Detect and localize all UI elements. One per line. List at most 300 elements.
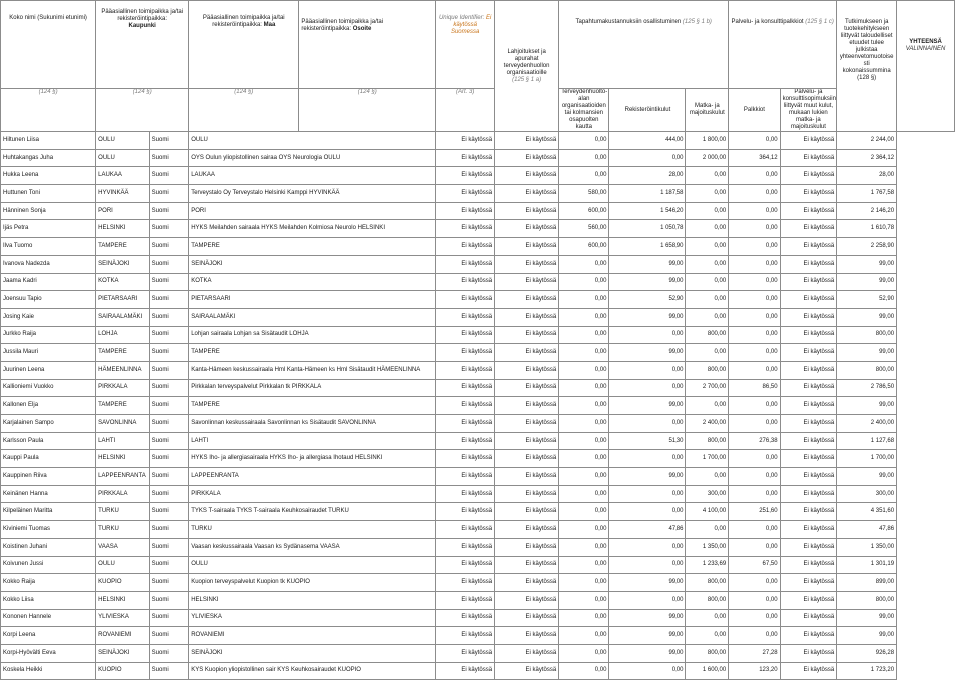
cell-rek: 99,00 xyxy=(609,468,686,486)
cell-maa: Suomi xyxy=(149,238,189,256)
cell-sponsor: 0,00 xyxy=(559,379,609,397)
cell-sponsor: 0,00 xyxy=(559,644,609,662)
cell-muut: Ei käytössä xyxy=(780,255,837,273)
cell-palk: 0,00 xyxy=(729,167,780,185)
cell-yht: 4 351,60 xyxy=(837,503,897,521)
cell-matka: 800,00 xyxy=(686,591,729,609)
cell-sponsor: 0,00 xyxy=(559,556,609,574)
cell-osoite: TYKS T-sairaala TYKS T-sairaala Keuhkosairaudet TURKU xyxy=(189,503,436,521)
cell-nimi: Kallioniemi Vuokko xyxy=(1,379,96,397)
cell-rek: 0,00 xyxy=(609,149,686,167)
cell-yht: 28,00 xyxy=(837,167,897,185)
cell-kaupunki: HYVINKÄÄ xyxy=(96,185,149,203)
cell-maa: Suomi xyxy=(149,627,189,645)
cell-sponsor: 0,00 xyxy=(559,662,609,680)
table-row xyxy=(1,344,955,362)
header-lahjoitukset: Lahjoitukset ja apurahat terveydenhuollon organisaatioille (125 § 1 a) xyxy=(495,1,559,132)
table-row xyxy=(1,574,955,592)
cell-rek: 99,00 xyxy=(609,644,686,662)
cell-matka: 4 100,00 xyxy=(686,503,729,521)
cell-osoite: TAMPERE xyxy=(189,344,436,362)
subheader-matka: Matka- ja majoituskulut xyxy=(686,89,729,132)
header-yhteensa: YHTEENSÄ VALINNAINEN xyxy=(897,1,955,132)
cell-osoite: Lohjan sairaala Lohjan sa Sisätaudit LOHJA xyxy=(189,326,436,344)
cell-sponsor: 580,00 xyxy=(559,185,609,203)
cell-yht: 2 146,20 xyxy=(837,202,897,220)
cell-muut: Ei käytössä xyxy=(780,344,837,362)
cell-kaupunki: TURKU xyxy=(96,521,149,539)
cell-muut: Ei käytössä xyxy=(780,556,837,574)
cell-maa: Suomi xyxy=(149,202,189,220)
cell-nimi: Jurkko Raija xyxy=(1,326,96,344)
table-row xyxy=(1,521,955,539)
cell-matka: 800,00 xyxy=(686,361,729,379)
cell-nimi: Keinänen Hanna xyxy=(1,485,96,503)
cell-nimi: Kallonen Elja xyxy=(1,397,96,415)
cell-osoite: Kanta-Hämeen keskussairaala Hml Kanta-Hämeen ks Hml Sisätaudit HÄMEENLINNA xyxy=(189,361,436,379)
cell-kaupunki: HELSINKI xyxy=(96,220,149,238)
cell-uid: Ei käytössä xyxy=(436,591,495,609)
header-palvelu: Palvelu- ja konsulttipalkkiot (125 § 1 c) xyxy=(729,1,837,89)
cell-matka: 0,00 xyxy=(686,468,729,486)
header-ref-osoite: (124 §) xyxy=(299,89,436,132)
cell-maa: Suomi xyxy=(149,220,189,238)
cell-lahj: Ei käytössä xyxy=(495,574,559,592)
cell-osoite: SAIRAALAMÄKI xyxy=(189,308,436,326)
cell-maa: Suomi xyxy=(149,450,189,468)
cell-osoite: HYKS Iho- ja allergiasairaala HYKS Iho- ja allergiasa Ihotaud HELSINKI xyxy=(189,450,436,468)
cell-palk: 0,00 xyxy=(729,591,780,609)
cell-uid: Ei käytössä xyxy=(436,432,495,450)
cell-uid: Ei käytössä xyxy=(436,521,495,539)
cell-palk: 0,00 xyxy=(729,273,780,291)
cell-muut: Ei käytössä xyxy=(780,273,837,291)
cell-uid: Ei käytössä xyxy=(436,627,495,645)
cell-kaupunki: PIRKKALA xyxy=(96,485,149,503)
cell-matka: 800,00 xyxy=(686,432,729,450)
cell-muut: Ei käytössä xyxy=(780,326,837,344)
cell-maa: Suomi xyxy=(149,149,189,167)
cell-rek: 0,00 xyxy=(609,538,686,556)
cell-kaupunki: LAUKAA xyxy=(96,167,149,185)
cell-lahj: Ei käytössä xyxy=(495,627,559,645)
cell-sponsor: 0,00 xyxy=(559,485,609,503)
cell-uid: Ei käytössä xyxy=(436,238,495,256)
table-row xyxy=(1,609,955,627)
cell-kaupunki: LAHTI xyxy=(96,432,149,450)
cell-yht: 99,00 xyxy=(837,344,897,362)
cell-maa: Suomi xyxy=(149,485,189,503)
cell-muut: Ei käytössä xyxy=(780,238,837,256)
cell-rek: 47,86 xyxy=(609,521,686,539)
cell-rek: 0,00 xyxy=(609,556,686,574)
cell-nimi: Karlsson Paula xyxy=(1,432,96,450)
cell-yht: 1 127,68 xyxy=(837,432,897,450)
cell-nimi: Kauppinen Riiva xyxy=(1,468,96,486)
cell-palk: 0,00 xyxy=(729,361,780,379)
cell-rek: 1 658,90 xyxy=(609,238,686,256)
cell-uid: Ei käytössä xyxy=(436,185,495,203)
cell-palk: 86,50 xyxy=(729,379,780,397)
cell-sponsor: 0,00 xyxy=(559,415,609,433)
table-row xyxy=(1,255,955,273)
cell-palk: 0,00 xyxy=(729,308,780,326)
cell-lahj: Ei käytössä xyxy=(495,238,559,256)
table-row xyxy=(1,361,955,379)
cell-maa: Suomi xyxy=(149,662,189,680)
table-row xyxy=(1,432,955,450)
cell-uid: Ei käytössä xyxy=(436,468,495,486)
table-row xyxy=(1,503,955,521)
cell-sponsor: 0,00 xyxy=(559,132,609,150)
cell-yht: 800,00 xyxy=(837,591,897,609)
table-row xyxy=(1,273,955,291)
cell-osoite: KOTKA xyxy=(189,273,436,291)
cell-lahj: Ei käytössä xyxy=(495,609,559,627)
cell-yht: 2 400,00 xyxy=(837,415,897,433)
cell-osoite: PIRKKALA xyxy=(189,485,436,503)
cell-palk: 0,00 xyxy=(729,185,780,203)
cell-lahj: Ei käytössä xyxy=(495,361,559,379)
cell-osoite: SEINÄJOKI xyxy=(189,255,436,273)
cell-matka: 0,00 xyxy=(686,255,729,273)
cell-muut: Ei käytössä xyxy=(780,379,837,397)
cell-rek: 99,00 xyxy=(609,627,686,645)
cell-matka: 2 400,00 xyxy=(686,415,729,433)
cell-muut: Ei käytössä xyxy=(780,132,837,150)
cell-maa: Suomi xyxy=(149,538,189,556)
cell-lahj: Ei käytössä xyxy=(495,132,559,150)
cell-yht: 99,00 xyxy=(837,627,897,645)
cell-sponsor: 0,00 xyxy=(559,574,609,592)
table-body xyxy=(1,132,955,680)
cell-uid: Ei käytössä xyxy=(436,538,495,556)
cell-rek: 52,90 xyxy=(609,291,686,309)
cell-lahj: Ei käytössä xyxy=(495,485,559,503)
cell-uid: Ei käytössä xyxy=(436,291,495,309)
cell-nimi: Huhtakangas Juha xyxy=(1,149,96,167)
cell-nimi: Kononen Hannele xyxy=(1,609,96,627)
cell-lahj: Ei käytössä xyxy=(495,450,559,468)
cell-yht: 99,00 xyxy=(837,397,897,415)
cell-palk: 123,20 xyxy=(729,662,780,680)
cell-lahj: Ei käytössä xyxy=(495,273,559,291)
cell-uid: Ei käytössä xyxy=(436,220,495,238)
cell-kaupunki: SEINÄJOKI xyxy=(96,255,149,273)
cell-kaupunki: SAVONLINNA xyxy=(96,415,149,433)
cell-uid: Ei käytössä xyxy=(436,574,495,592)
cell-rek: 0,00 xyxy=(609,415,686,433)
cell-palk: 0,00 xyxy=(729,609,780,627)
cell-nimi: Juurinen Leena xyxy=(1,361,96,379)
cell-yht: 1 301,19 xyxy=(837,556,897,574)
cell-nimi: Jussila Mauri xyxy=(1,344,96,362)
cell-nimi: Joensuu Tapio xyxy=(1,291,96,309)
cell-lahj: Ei käytössä xyxy=(495,521,559,539)
cell-rek: 1 187,58 xyxy=(609,185,686,203)
cell-palk: 0,00 xyxy=(729,238,780,256)
cell-yht: 2 244,00 xyxy=(837,132,897,150)
cell-uid: Ei käytössä xyxy=(436,644,495,662)
cell-osoite: Terveystalo Oy Terveystalo Helsinki Kamppi HYVINKÄÄ xyxy=(189,185,436,203)
cell-palk: 0,00 xyxy=(729,291,780,309)
cell-maa: Suomi xyxy=(149,255,189,273)
cell-osoite: HELSINKI xyxy=(189,591,436,609)
cell-palk: 0,00 xyxy=(729,344,780,362)
cell-yht: 2 258,90 xyxy=(837,238,897,256)
cell-sponsor: 0,00 xyxy=(559,149,609,167)
cell-yht: 899,00 xyxy=(837,574,897,592)
cell-rek: 1 546,20 xyxy=(609,202,686,220)
header-koko-nimi: Koko nimi (Sukunimi etunimi) xyxy=(1,1,96,89)
cell-kaupunki: KOTKA xyxy=(96,273,149,291)
cell-nimi: Ilva Tuomo xyxy=(1,238,96,256)
cell-maa: Suomi xyxy=(149,591,189,609)
cell-rek: 444,00 xyxy=(609,132,686,150)
header-ref-uid: (Art. 3) xyxy=(436,89,495,132)
cell-matka: 1 800,00 xyxy=(686,132,729,150)
cell-kaupunki: ROVANIEMI xyxy=(96,627,149,645)
cell-maa: Suomi xyxy=(149,167,189,185)
cell-kaupunki: LAPPEENRANTA xyxy=(96,468,149,486)
cell-maa: Suomi xyxy=(149,344,189,362)
cell-palk: 0,00 xyxy=(729,521,780,539)
cell-kaupunki: SEINÄJOKI xyxy=(96,644,149,662)
cell-rek: 99,00 xyxy=(609,308,686,326)
table-row xyxy=(1,132,955,150)
header-tapahtuma: Tapahtumakustannuksiin osallistuminen (125 § 1 b) xyxy=(559,1,729,89)
cell-sponsor: 600,00 xyxy=(559,238,609,256)
cell-lahj: Ei käytössä xyxy=(495,149,559,167)
cell-yht: 1 700,00 xyxy=(837,450,897,468)
cell-nimi: Hukka Leena xyxy=(1,167,96,185)
cell-muut: Ei käytössä xyxy=(780,538,837,556)
cell-muut: Ei käytössä xyxy=(780,450,837,468)
cell-matka: 300,00 xyxy=(686,485,729,503)
cell-kaupunki: OULU xyxy=(96,132,149,150)
cell-nimi: Korpi Leena xyxy=(1,627,96,645)
cell-muut: Ei käytössä xyxy=(780,185,837,203)
cell-lahj: Ei käytössä xyxy=(495,503,559,521)
cell-kaupunki: TAMPERE xyxy=(96,238,149,256)
cell-uid: Ei käytössä xyxy=(436,361,495,379)
cell-osoite: HYKS Meilahden sairaala HYKS Meilahden Kolmiosa Neurolo HELSINKI xyxy=(189,220,436,238)
cell-lahj: Ei käytössä xyxy=(495,538,559,556)
subheader-konsult: Palvelu- ja konsulttisopimuksiin liittyvät muut kulut, mukaan lukien matka- ja majoituskulut xyxy=(780,89,837,132)
cell-lahj: Ei käytössä xyxy=(495,326,559,344)
cell-muut: Ei käytössä xyxy=(780,361,837,379)
cell-matka: 1 350,00 xyxy=(686,538,729,556)
table-row xyxy=(1,238,955,256)
cell-maa: Suomi xyxy=(149,468,189,486)
cell-osoite: YLIVIESKA xyxy=(189,609,436,627)
cell-rek: 99,00 xyxy=(609,397,686,415)
cell-yht: 99,00 xyxy=(837,308,897,326)
cell-yht: 2 786,50 xyxy=(837,379,897,397)
cell-palk: 0,00 xyxy=(729,627,780,645)
table-row xyxy=(1,379,955,397)
cell-uid: Ei käytössä xyxy=(436,397,495,415)
cell-maa: Suomi xyxy=(149,521,189,539)
cell-matka: 0,00 xyxy=(686,167,729,185)
header-tutkimus: Tutkimukseen ja tuotekehitykseen liittyvät taloudelliset etuudet tulee julkistaa yhteenvetomuotoise sti kokonaissummina (128 §) xyxy=(837,1,897,132)
cell-lahj: Ei käytössä xyxy=(495,220,559,238)
cell-lahj: Ei käytössä xyxy=(495,662,559,680)
cell-sponsor: 0,00 xyxy=(559,521,609,539)
cell-uid: Ei käytössä xyxy=(436,132,495,150)
cell-lahj: Ei käytössä xyxy=(495,379,559,397)
cell-rek: 51,30 xyxy=(609,432,686,450)
cell-matka: 0,00 xyxy=(686,627,729,645)
cell-yht: 1 350,00 xyxy=(837,538,897,556)
cell-uid: Ei käytössä xyxy=(436,326,495,344)
cell-maa: Suomi xyxy=(149,432,189,450)
cell-maa: Suomi xyxy=(149,574,189,592)
cell-palk: 0,00 xyxy=(729,538,780,556)
table-row xyxy=(1,662,955,680)
cell-osoite: KYS Kuopion yliopistollinen sair KYS Keuhkosairaudet KUOPIO xyxy=(189,662,436,680)
header-ref-kaupunki: (124 §) xyxy=(96,89,189,132)
cell-palk: 0,00 xyxy=(729,132,780,150)
cell-nimi: Koivunen Jussi xyxy=(1,556,96,574)
cell-uid: Ei käytössä xyxy=(436,556,495,574)
cell-muut: Ei käytössä xyxy=(780,149,837,167)
cell-nimi: Karjalainen Sampo xyxy=(1,415,96,433)
cell-kaupunki: TURKU xyxy=(96,503,149,521)
cell-osoite: SEINÄJOKI xyxy=(189,644,436,662)
subheader-rekister: Rekisteröintikulut xyxy=(609,89,686,132)
cell-osoite: TAMPERE xyxy=(189,238,436,256)
cell-matka: 2 700,00 xyxy=(686,379,729,397)
cell-sponsor: 0,00 xyxy=(559,167,609,185)
cell-sponsor: 0,00 xyxy=(559,450,609,468)
cell-sponsor: 0,00 xyxy=(559,273,609,291)
cell-rek: 99,00 xyxy=(609,273,686,291)
cell-muut: Ei käytössä xyxy=(780,468,837,486)
cell-rek: 0,00 xyxy=(609,379,686,397)
cell-muut: Ei käytössä xyxy=(780,503,837,521)
cell-matka: 0,00 xyxy=(686,609,729,627)
table-row xyxy=(1,220,955,238)
cell-muut: Ei käytössä xyxy=(780,574,837,592)
cell-palk: 0,00 xyxy=(729,468,780,486)
cell-lahj: Ei käytössä xyxy=(495,591,559,609)
cell-lahj: Ei käytössä xyxy=(495,202,559,220)
cell-nimi: Koistinen Juhani xyxy=(1,538,96,556)
cell-yht: 800,00 xyxy=(837,326,897,344)
table-row xyxy=(1,308,955,326)
cell-sponsor: 0,00 xyxy=(559,627,609,645)
cell-yht: 800,00 xyxy=(837,361,897,379)
cell-muut: Ei käytössä xyxy=(780,291,837,309)
cell-sponsor: 560,00 xyxy=(559,220,609,238)
cell-osoite: Savonlinnan keskussairaala Savonlinnan ks Sisätaudit SAVONLINNA xyxy=(189,415,436,433)
cell-rek: 1 050,78 xyxy=(609,220,686,238)
cell-palk: 0,00 xyxy=(729,326,780,344)
cell-lahj: Ei käytössä xyxy=(495,432,559,450)
table-row xyxy=(1,450,955,468)
cell-nimi: Kokko Liisa xyxy=(1,591,96,609)
cell-yht: 99,00 xyxy=(837,255,897,273)
cell-nimi: Korpi-Hyövälti Eeva xyxy=(1,644,96,662)
cell-matka: 2 000,00 xyxy=(686,149,729,167)
cell-uid: Ei käytössä xyxy=(436,609,495,627)
cell-maa: Suomi xyxy=(149,132,189,150)
cell-muut: Ei käytössä xyxy=(780,609,837,627)
cell-uid: Ei käytössä xyxy=(436,167,495,185)
cell-sponsor: 0,00 xyxy=(559,609,609,627)
cell-kaupunki: KUOPIO xyxy=(96,574,149,592)
table-row xyxy=(1,397,955,415)
cell-kaupunki: TAMPERE xyxy=(96,344,149,362)
cell-maa: Suomi xyxy=(149,609,189,627)
cell-nimi: Hiltunen Liisa xyxy=(1,132,96,150)
cell-matka: 800,00 xyxy=(686,574,729,592)
cell-muut: Ei käytössä xyxy=(780,627,837,645)
cell-uid: Ei käytössä xyxy=(436,450,495,468)
cell-matka: 800,00 xyxy=(686,644,729,662)
cell-muut: Ei käytössä xyxy=(780,202,837,220)
cell-lahj: Ei käytössä xyxy=(495,185,559,203)
cell-palk: 27,28 xyxy=(729,644,780,662)
cell-yht: 52,90 xyxy=(837,291,897,309)
cell-uid: Ei käytössä xyxy=(436,273,495,291)
cell-kaupunki: OULU xyxy=(96,149,149,167)
cell-kaupunki: SAIRAALAMÄKI xyxy=(96,308,149,326)
table-row xyxy=(1,627,955,645)
cell-sponsor: 0,00 xyxy=(559,255,609,273)
cell-nimi: Kauppi Paula xyxy=(1,450,96,468)
cell-maa: Suomi xyxy=(149,185,189,203)
cell-sponsor: 600,00 xyxy=(559,202,609,220)
table-row xyxy=(1,591,955,609)
cell-palk: 0,00 xyxy=(729,202,780,220)
cell-lahj: Ei käytössä xyxy=(495,556,559,574)
cell-matka: 0,00 xyxy=(686,308,729,326)
cell-muut: Ei käytössä xyxy=(780,220,837,238)
cell-sponsor: 0,00 xyxy=(559,397,609,415)
cell-uid: Ei käytössä xyxy=(436,485,495,503)
table-row xyxy=(1,644,955,662)
cell-uid: Ei käytössä xyxy=(436,308,495,326)
cell-rek: 99,00 xyxy=(609,344,686,362)
cell-matka: 0,00 xyxy=(686,220,729,238)
cell-sponsor: 0,00 xyxy=(559,326,609,344)
cell-lahj: Ei käytössä xyxy=(495,397,559,415)
cell-lahj: Ei käytössä xyxy=(495,468,559,486)
cell-matka: 0,00 xyxy=(686,397,729,415)
cell-kaupunki: OULU xyxy=(96,556,149,574)
cell-palk: 0,00 xyxy=(729,574,780,592)
cell-matka: 0,00 xyxy=(686,273,729,291)
cell-kaupunki: VAASA xyxy=(96,538,149,556)
table-row xyxy=(1,485,955,503)
cell-nimi: Kiviniemi Tuomas xyxy=(1,521,96,539)
cell-osoite: Pirkkalan terveyspalvelut Pirkkalan tk PIRKKALA xyxy=(189,379,436,397)
cell-palk: 0,00 xyxy=(729,415,780,433)
cell-rek: 0,00 xyxy=(609,662,686,680)
table-row xyxy=(1,415,955,433)
cell-yht: 1 767,58 xyxy=(837,185,897,203)
cell-sponsor: 0,00 xyxy=(559,591,609,609)
cell-muut: Ei käytössä xyxy=(780,167,837,185)
cell-osoite: PIETARSAARI xyxy=(189,291,436,309)
cell-maa: Suomi xyxy=(149,308,189,326)
cell-palk: 251,60 xyxy=(729,503,780,521)
cell-sponsor: 0,00 xyxy=(559,538,609,556)
cell-matka: 0,00 xyxy=(686,185,729,203)
cell-rek: 99,00 xyxy=(609,574,686,592)
